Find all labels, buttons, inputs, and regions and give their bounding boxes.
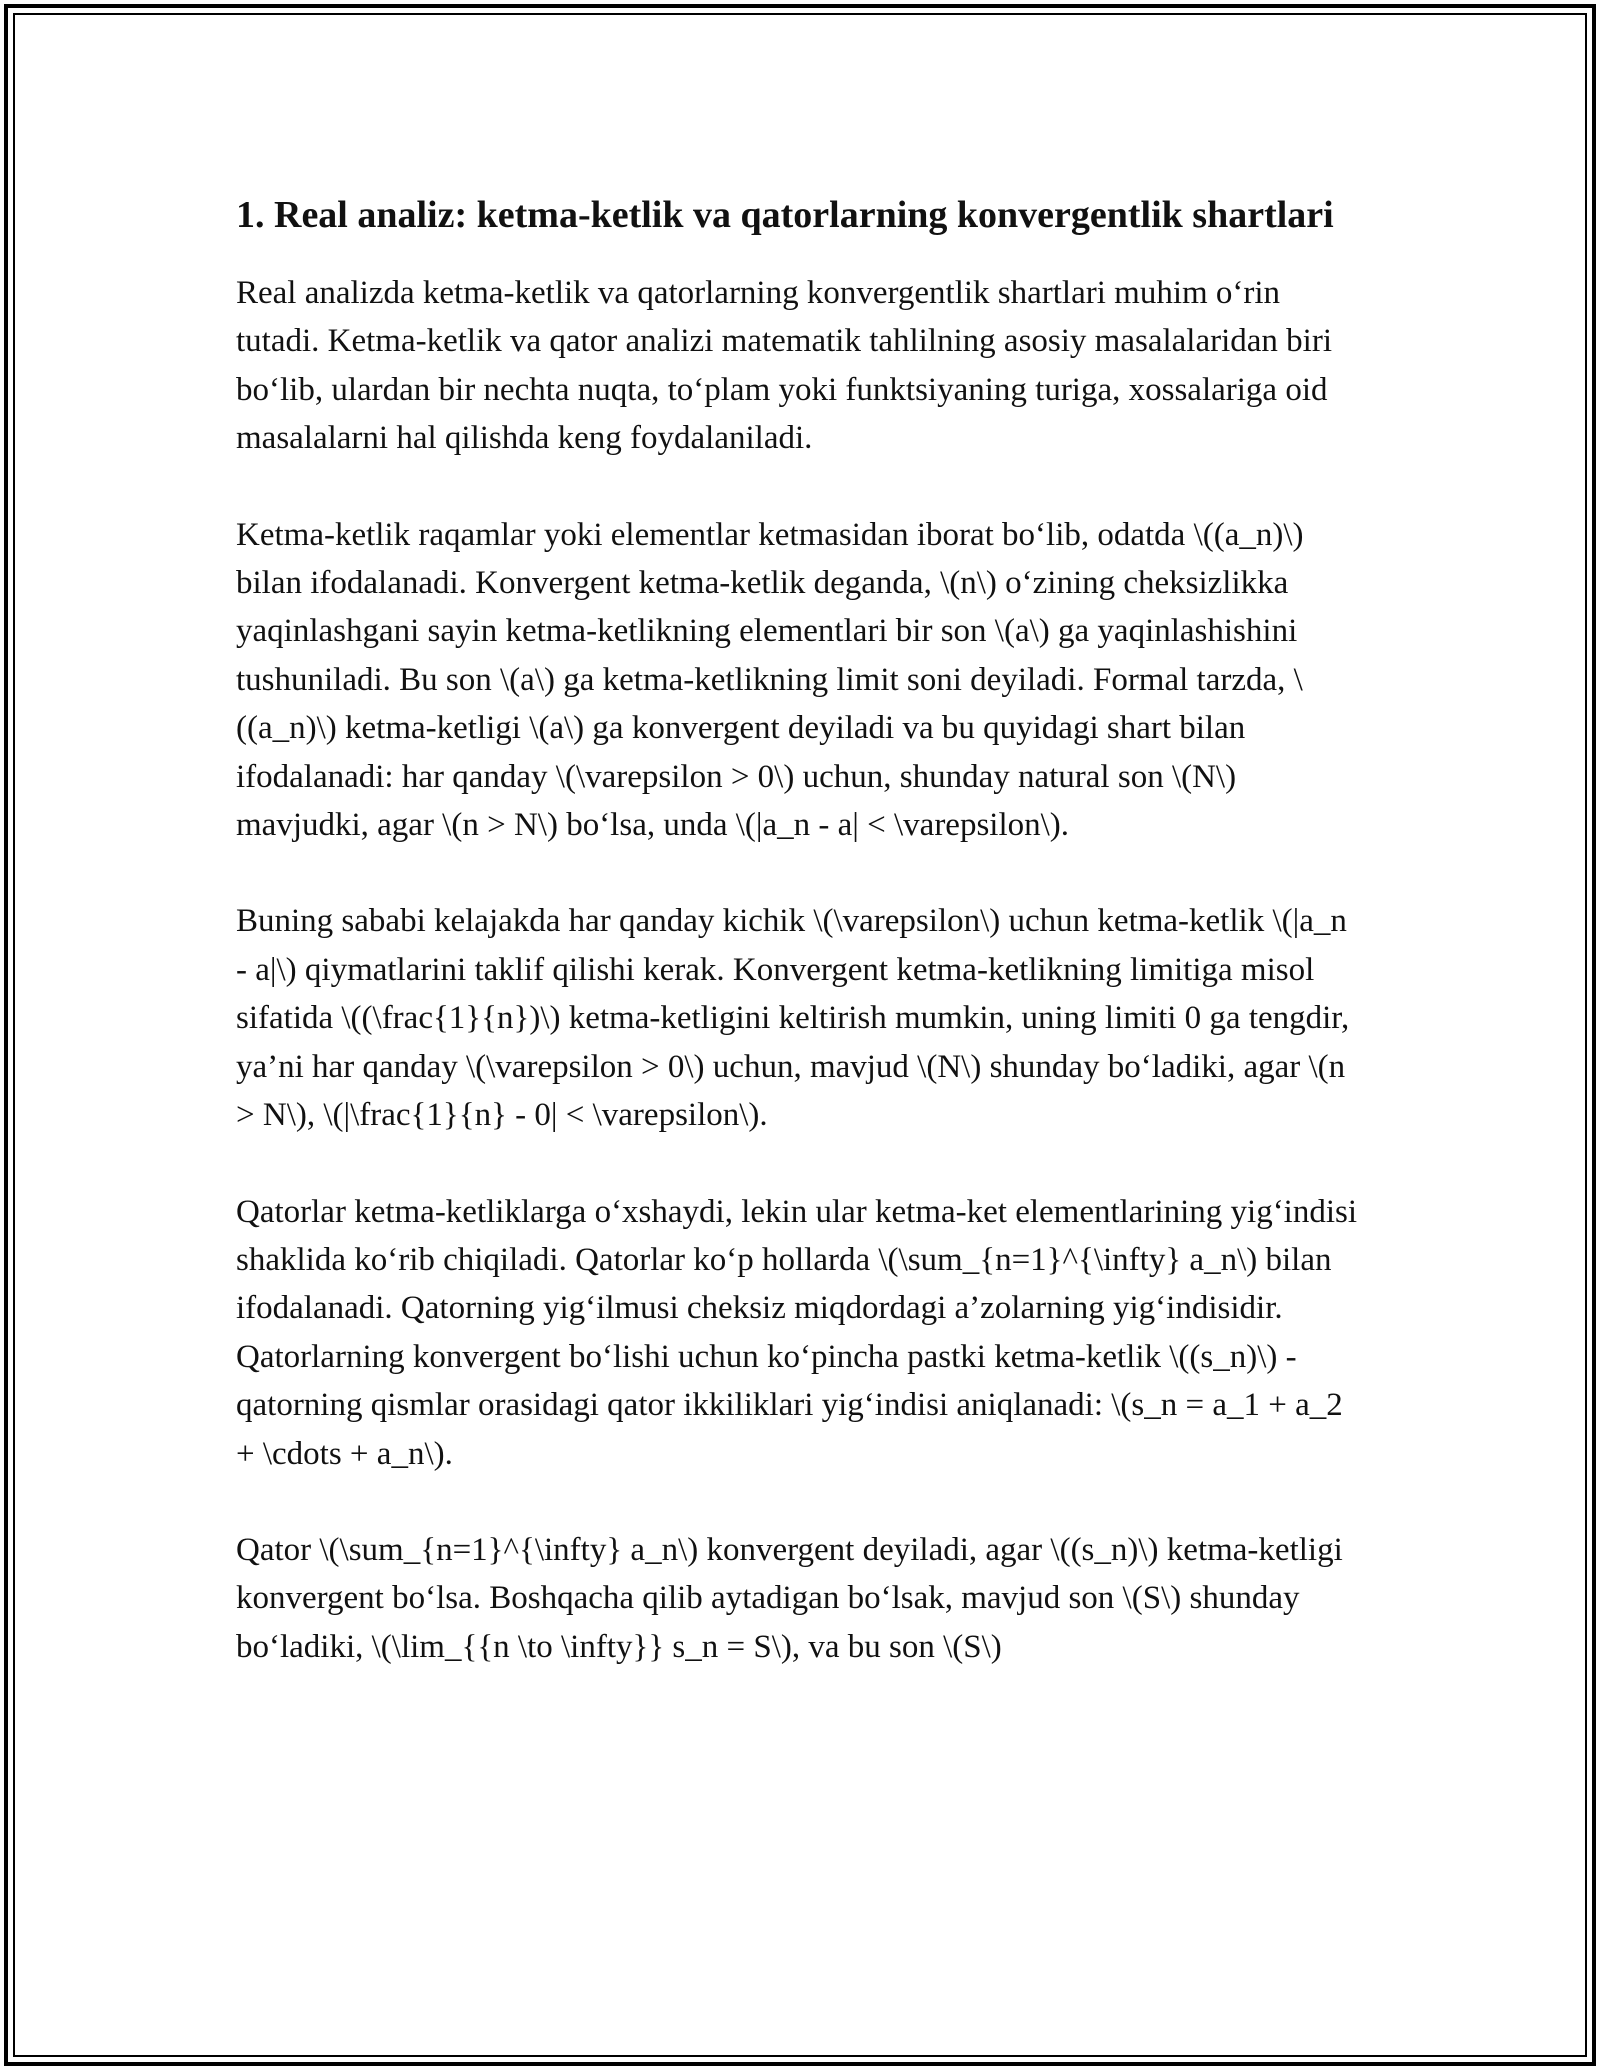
- document-body: [236, 188, 1366, 1719]
- paragraph-series-definition: Qatorlar ketma-ketliklarga o‘xshaydi, lekin ular ketma-ket elementlarining yig‘indisi shaklida ko‘rib chiqiladi. Qatorlar ko‘p hollarda \(\sum_{n=1}^{\infty} a_n\) bilan ifodalanadi. Qatorning yig‘ilmusi cheksiz miqdordagi a’zolarning yig‘indisidir. Qatorlarning konvergent bo‘lishi uchun ko‘pincha pastki ketma-ketlik \((s_n)\) - qatorning qismlar orasidagi qator ikkiliklari yig‘indisi aniqlanadi: \(s_n = a_1 + a_2 + \cdots + a_n\).: [236, 1193, 1358, 1472]
- paragraph-series-convergence: Qator \(\sum_{n=1}^{\infty} a_n\) konvergent deyiladi, agar \((s_n)\) ketma-ketligi konvergent bo‘lsa. Boshqacha qilib aytadigan bo‘lsak, mavjud son \(S\) shunday bo‘ladiki, \(\lim_{{n \to \infty}} s_n = S\), va bu son \(S\): [236, 1531, 1343, 1665]
- paragraph-sequence-definition: Ketma-ketlik raqamlar yoki elementlar ketmasidan iborat bo‘lib, odatda \((a_n)\) bilan ifodalanadi. Konvergent ketma-ketlik deganda, \(n\) o‘zining cheksizlikka yaqinlashgani sayin ketma-ketlikning elementlari bir son \(a\) ga yaqinlashishini tushuniladi. Bu son \(a\) ga ketma-ketlikning limit soni deyiladi. Formal tarzda, \((a_n)\) ketma-ketligi \(a\) ga konvergent deyiladi va bu quyidagi shart bilan ifodalanadi: har qanday \(\varepsilon > 0\) uchun, shunday natural son \(N\) mavjudki, agar \(n > N\) bo‘lsa, unda \(|a_n - a| < \varepsilon\).: [236, 516, 1304, 844]
- paragraph-limit-example: Buning sababi kelajakda har qanday kichik \(\varepsilon\) uchun ketma-ketlik \(|a_n - a|\) qiymatlarini taklif qilishi kerak. Konvergent ketma-ketlikning limitiga misol sifatida \((\frac{1}{n})\) ketma-ketligini keltirish mumkin, uning limiti 0 ga tengdir, ya’ni har qanday \(\varepsilon > 0\) uchun, mavjud \(N\) shunday bo‘ladiki, agar \(n > N\), \(|\frac{1}{n} - 0| < \varepsilon\).: [236, 903, 1350, 1134]
- paragraph-intro: Real analizda ketma-ketlik va qatorlarning konvergentlik shartlari muhim o‘rin tutadi. Ketma-ketlik va qator analizi matematik tahlilning asosiy masalalaridan biri bo‘lib, ulardan bir nechta nuqta, to‘plam yoki funktsiyaning turiga, xossalariga oid masalalarni hal qilishda keng foydalaniladi.: [236, 275, 1332, 457]
- section-heading: 1. Real analiz: ketma-ketlik va qatorlarning konvergentlik shartlari: [236, 194, 1334, 236]
